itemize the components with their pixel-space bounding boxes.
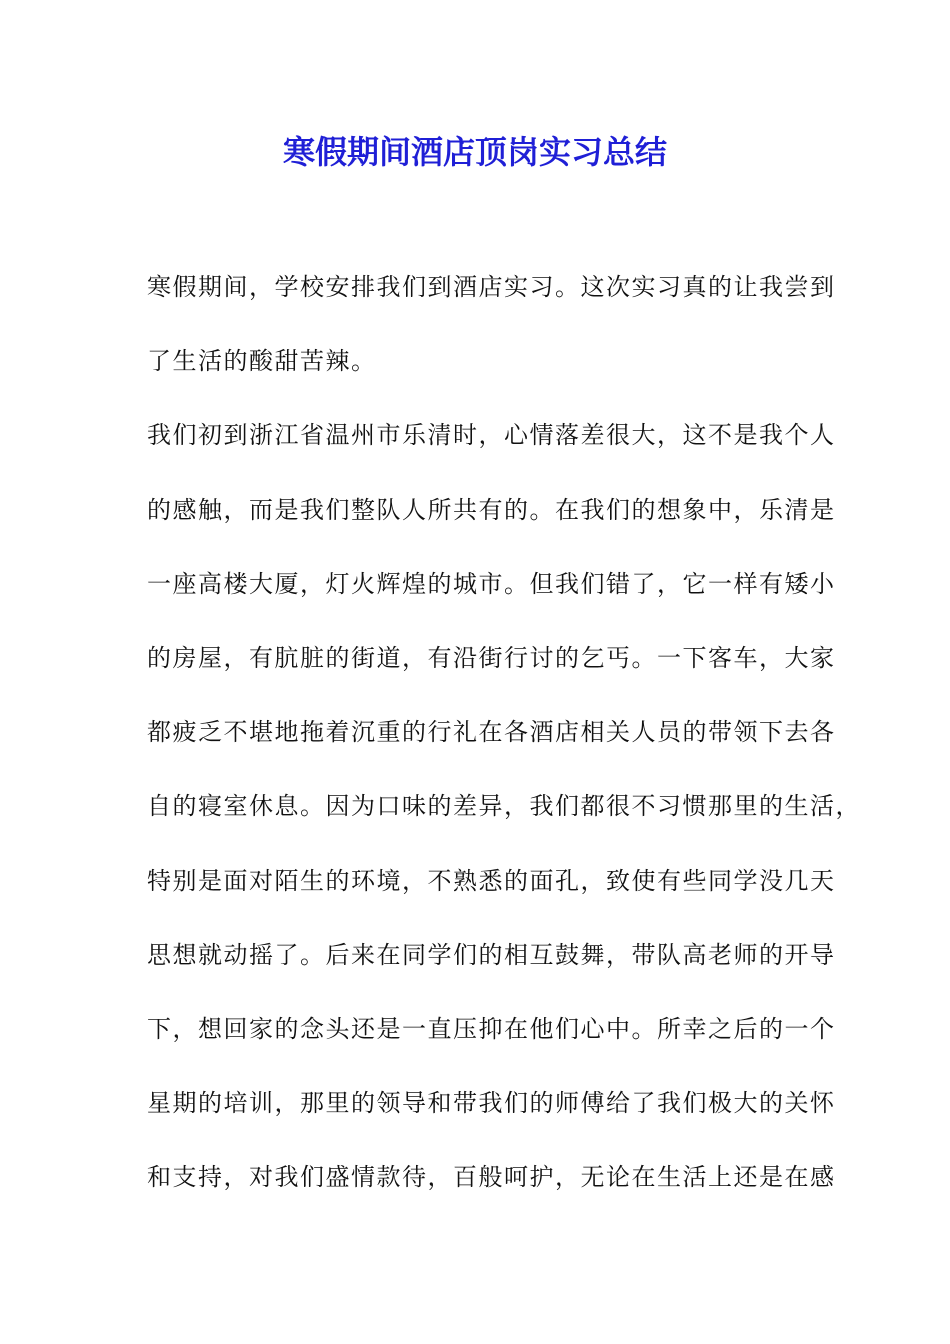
document-body [147, 259, 861, 1223]
body-line: 的感触，而是我们整队人所共有的。在我们的想象中，乐清是 [147, 495, 836, 524]
body-line: 的房屋，有肮脏的街道，有沿街行讨的乞丐。一下客车，大家 [147, 643, 836, 672]
body-line: 星期的培训，那里的领导和带我们的师傅给了我们极大的关怀 [147, 1089, 836, 1118]
body-line: 了生活的酸甜苦辣。 [147, 347, 377, 376]
body-line: 特别是面对陌生的环境，不熟悉的面孔，致使有些同学没几天 [147, 866, 836, 895]
body-line: 和支持，对我们盛情款待，百般呵护，无论在生活上还是在感 [147, 1163, 836, 1192]
body-line: 都疲乏不堪地拖着沉重的行礼在各酒店相关人员的带领下去各 [147, 718, 836, 747]
body-line: 自的寝室休息。因为口味的差异，我们都很不习惯那里的生活， [147, 792, 861, 821]
body-line: 下，想回家的念头还是一直压抑在他们心中。所幸之后的一个 [147, 1014, 836, 1043]
body-line: 一座高楼大厦，灯火辉煌的城市。但我们错了，它一样有矮小 [147, 569, 836, 598]
body-line: 思想就动摇了。后来在同学们的相互鼓舞，带队高老师的开导 [147, 940, 836, 969]
body-line: 寒假期间，学校安排我们到酒店实习。这次实习真的让我尝到 [147, 273, 836, 301]
document-title: 寒假期间酒店顶岗实习总结 [282, 133, 667, 171]
body-line: 我们初到浙江省温州市乐清时，心情落差很大，这不是我个人 [147, 421, 836, 450]
